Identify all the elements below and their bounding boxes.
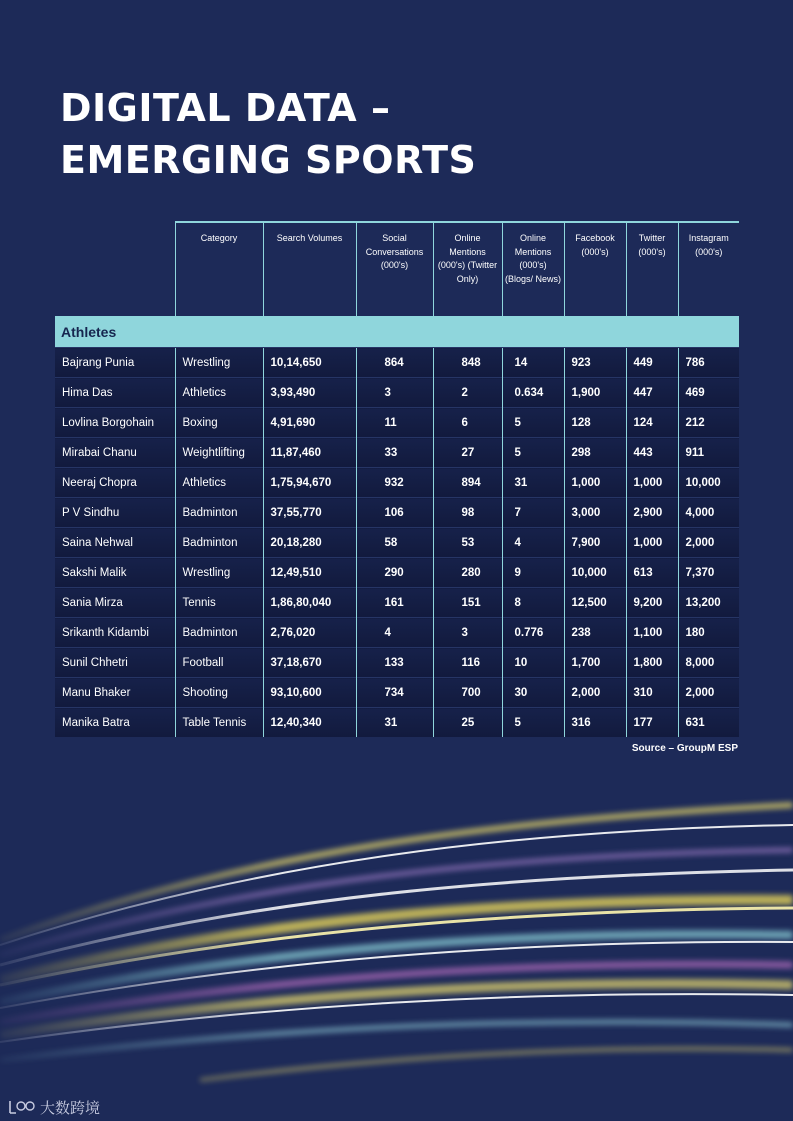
column-header-social-conversations: Social Conversations (000's) [356, 222, 433, 316]
cell-social-conversations: 932 [356, 468, 433, 498]
cell-online-mentions-blogs: 5 [502, 438, 564, 468]
cell-athlete-name: Manu Bhaker [55, 678, 175, 708]
cell-online-mentions-twitter: 3 [433, 618, 502, 648]
cell-search-volumes: 1,86,80,040 [263, 588, 356, 618]
title-line-1: DIGITAL DATA – [60, 86, 391, 130]
cell-social-conversations: 11 [356, 408, 433, 438]
cell-instagram: 13,200 [678, 588, 739, 618]
cell-twitter: 310 [626, 678, 678, 708]
cell-athlete-name: Bajrang Punia [55, 348, 175, 378]
cell-online-mentions-twitter: 848 [433, 348, 502, 378]
cell-social-conversations: 734 [356, 678, 433, 708]
cell-category: Shooting [175, 678, 263, 708]
cell-online-mentions-twitter: 894 [433, 468, 502, 498]
column-header-search-volumes: Search Volumes [263, 222, 356, 316]
cell-online-mentions-blogs: 0.634 [502, 378, 564, 408]
cell-athlete-name: Hima Das [55, 378, 175, 408]
cell-facebook: 316 [564, 708, 626, 738]
cell-search-volumes: 3,93,490 [263, 378, 356, 408]
cell-category: Badminton [175, 528, 263, 558]
cell-twitter: 1,000 [626, 528, 678, 558]
cell-athlete-name: Lovlina Borgohain [55, 408, 175, 438]
cell-search-volumes: 1,75,94,670 [263, 468, 356, 498]
cell-twitter: 9,200 [626, 588, 678, 618]
watermark-logo [8, 1096, 100, 1118]
table-row [55, 648, 739, 678]
cell-facebook: 298 [564, 438, 626, 468]
cell-online-mentions-twitter: 2 [433, 378, 502, 408]
table-row [55, 618, 739, 648]
cell-category: Boxing [175, 408, 263, 438]
table-row [55, 408, 739, 438]
column-header-online-mentions-blogs: Online Mentions (000's) (Blogs/ News) [502, 222, 564, 316]
cell-instagram: 469 [678, 378, 739, 408]
cell-twitter: 443 [626, 438, 678, 468]
cell-online-mentions-blogs: 0.776 [502, 618, 564, 648]
cell-instagram: 2,000 [678, 678, 739, 708]
title-line-2: EMERGING SPORTS [60, 138, 477, 182]
section-row-athletes [55, 316, 739, 348]
cell-instagram: 180 [678, 618, 739, 648]
cell-instagram: 10,000 [678, 468, 739, 498]
column-header-instagram: Instagram (000's) [678, 222, 739, 316]
cell-athlete-name: Sunil Chhetri [55, 648, 175, 678]
cell-search-volumes: 37,18,670 [263, 648, 356, 678]
cell-category: Wrestling [175, 348, 263, 378]
cell-online-mentions-twitter: 27 [433, 438, 502, 468]
cell-twitter: 447 [626, 378, 678, 408]
table-row [55, 438, 739, 468]
table-row [55, 468, 739, 498]
cell-online-mentions-twitter: 98 [433, 498, 502, 528]
page-title [60, 82, 476, 186]
column-header-facebook: Facebook (000's) [564, 222, 626, 316]
table-row [55, 528, 739, 558]
cell-athlete-name: Mirabai Chanu [55, 438, 175, 468]
cell-search-volumes: 12,40,340 [263, 708, 356, 738]
cell-category: Table Tennis [175, 708, 263, 738]
cell-category: Wrestling [175, 558, 263, 588]
cell-online-mentions-blogs: 5 [502, 408, 564, 438]
cell-search-volumes: 10,14,650 [263, 348, 356, 378]
cell-instagram: 212 [678, 408, 739, 438]
cell-facebook: 12,500 [564, 588, 626, 618]
cell-athlete-name: Sakshi Malik [55, 558, 175, 588]
cell-online-mentions-blogs: 30 [502, 678, 564, 708]
table-row [55, 558, 739, 588]
cell-facebook: 128 [564, 408, 626, 438]
cell-social-conversations: 133 [356, 648, 433, 678]
cell-social-conversations: 161 [356, 588, 433, 618]
source-note: Source – GroupM ESP [631, 743, 738, 754]
cell-search-volumes: 4,91,690 [263, 408, 356, 438]
column-header-category: Category [175, 222, 263, 316]
cell-social-conversations: 290 [356, 558, 433, 588]
cell-instagram: 7,370 [678, 558, 739, 588]
cell-social-conversations: 33 [356, 438, 433, 468]
digital-data-table [55, 221, 739, 737]
table-row [55, 678, 739, 708]
cell-athlete-name: Saina Nehwal [55, 528, 175, 558]
cell-facebook: 923 [564, 348, 626, 378]
cell-twitter: 124 [626, 408, 678, 438]
cell-athlete-name: P V Sindhu [55, 498, 175, 528]
cell-online-mentions-blogs: 14 [502, 348, 564, 378]
cell-facebook: 1,700 [564, 648, 626, 678]
cell-twitter: 1,000 [626, 468, 678, 498]
table-row [55, 708, 739, 738]
cell-twitter: 177 [626, 708, 678, 738]
cell-facebook: 7,900 [564, 528, 626, 558]
cell-category: Tennis [175, 588, 263, 618]
cell-online-mentions-blogs: 9 [502, 558, 564, 588]
cell-social-conversations: 864 [356, 348, 433, 378]
cell-athlete-name: Srikanth Kidambi [55, 618, 175, 648]
cell-social-conversations: 31 [356, 708, 433, 738]
cell-instagram: 911 [678, 438, 739, 468]
cell-athlete-name: Manika Batra [55, 708, 175, 738]
cell-athlete-name: Sania Mirza [55, 588, 175, 618]
cell-category: Badminton [175, 618, 263, 648]
cell-twitter: 613 [626, 558, 678, 588]
cell-facebook: 10,000 [564, 558, 626, 588]
table-header-row [55, 222, 739, 316]
cell-social-conversations: 106 [356, 498, 433, 528]
column-header-name [55, 222, 175, 316]
cell-category: Athletics [175, 468, 263, 498]
cell-facebook: 3,000 [564, 498, 626, 528]
cell-twitter: 2,900 [626, 498, 678, 528]
cell-athlete-name: Neeraj Chopra [55, 468, 175, 498]
cell-search-volumes: 12,49,510 [263, 558, 356, 588]
cell-facebook: 238 [564, 618, 626, 648]
table-row [55, 378, 739, 408]
cell-online-mentions-twitter: 53 [433, 528, 502, 558]
cell-category: Badminton [175, 498, 263, 528]
cell-category: Athletics [175, 378, 263, 408]
section-label: Athletes [55, 316, 739, 348]
watermark-text: 大数跨境 [40, 1098, 101, 1117]
light-streaks-decoration [0, 780, 793, 1121]
cell-online-mentions-blogs: 10 [502, 648, 564, 678]
cell-online-mentions-blogs: 4 [502, 528, 564, 558]
cell-online-mentions-blogs: 7 [502, 498, 564, 528]
cell-instagram: 4,000 [678, 498, 739, 528]
cell-social-conversations: 58 [356, 528, 433, 558]
cell-search-volumes: 2,76,020 [263, 618, 356, 648]
cell-search-volumes: 37,55,770 [263, 498, 356, 528]
cell-search-volumes: 20,18,280 [263, 528, 356, 558]
cell-twitter: 449 [626, 348, 678, 378]
cell-online-mentions-blogs: 8 [502, 588, 564, 618]
column-header-online-mentions-twitter: Online Mentions (000's) (Twitter Only) [433, 222, 502, 316]
table-row [55, 588, 739, 618]
cell-online-mentions-twitter: 700 [433, 678, 502, 708]
cell-category: Weightlifting [175, 438, 263, 468]
cell-facebook: 1,000 [564, 468, 626, 498]
cell-facebook: 1,900 [564, 378, 626, 408]
column-header-twitter: Twitter (000's) [626, 222, 678, 316]
cell-online-mentions-blogs: 31 [502, 468, 564, 498]
cell-social-conversations: 3 [356, 378, 433, 408]
cell-instagram: 786 [678, 348, 739, 378]
table-row [55, 348, 739, 378]
cell-instagram: 8,000 [678, 648, 739, 678]
cell-facebook: 2,000 [564, 678, 626, 708]
cell-search-volumes: 11,87,460 [263, 438, 356, 468]
cell-twitter: 1,100 [626, 618, 678, 648]
cell-category: Football [175, 648, 263, 678]
cell-online-mentions-twitter: 6 [433, 408, 502, 438]
table-row [55, 498, 739, 528]
cell-online-mentions-twitter: 280 [433, 558, 502, 588]
logo-mark-icon [8, 1098, 36, 1116]
cell-social-conversations: 4 [356, 618, 433, 648]
cell-online-mentions-twitter: 25 [433, 708, 502, 738]
cell-instagram: 2,000 [678, 528, 739, 558]
cell-search-volumes: 93,10,600 [263, 678, 356, 708]
cell-online-mentions-blogs: 5 [502, 708, 564, 738]
cell-twitter: 1,800 [626, 648, 678, 678]
cell-instagram: 631 [678, 708, 739, 738]
cell-online-mentions-twitter: 151 [433, 588, 502, 618]
cell-online-mentions-twitter: 116 [433, 648, 502, 678]
